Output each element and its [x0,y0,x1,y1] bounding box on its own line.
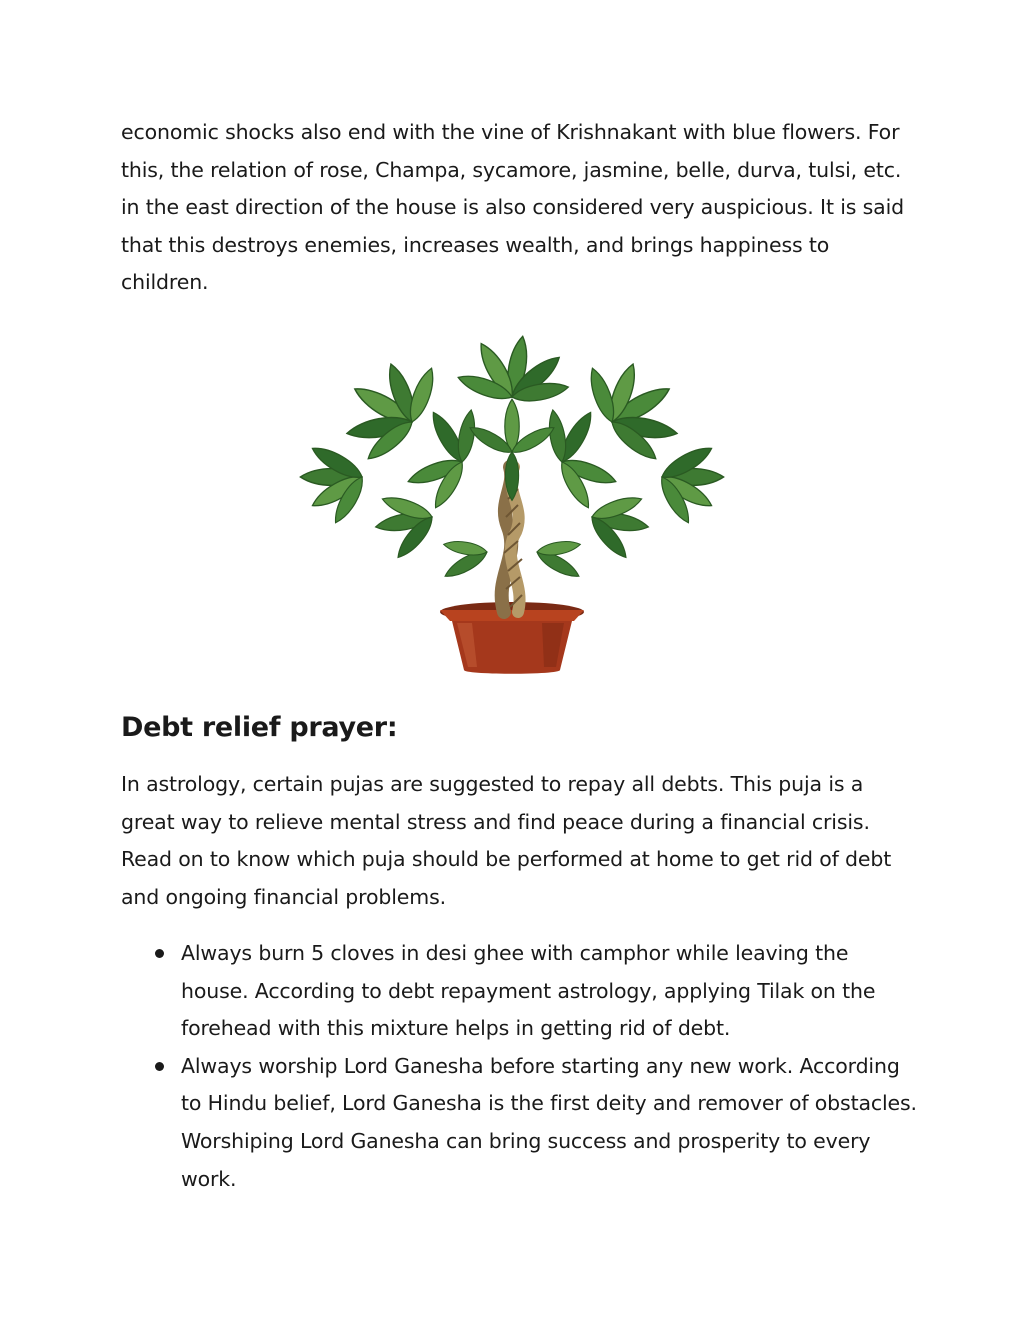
list-item [121,1048,921,1198]
pot-shape [440,602,584,674]
intro-paragraph: economic shocks also end with the vine of Krishnakant with blue flowers. For this, the relation of rose, Champa, sycamore, jasmine, belle, durva, tulsi, etc. in the east direction of the house is also considered very auspicious. It is said that this destroys enemies, increases wealth, and brings happiness to children. [121,120,904,295]
bullet-icon [155,949,164,958]
list-item-text: Always burn 5 cloves in desi ghee with camphor while leaving the house. According to debt repayment astrology, applying Tilak on the forehead with this mixture helps in getting rid of debt. [181,941,876,1041]
list-item-text: Always worship Lord Ganesha before starting any new work. According to Hindu belief, Lord Ganesha is the first deity and remover of obstacles. Worshiping Lord Ganesha can bring success and prosperity to every work. [181,1053,917,1191]
section-heading: Debt relief prayer: [121,712,398,743]
bullet-icon [155,1062,164,1071]
bullet-list [121,935,921,1198]
list-item [121,935,921,1048]
money-plant-icon [272,327,752,689]
section-paragraph: In astrology, certain pujas are suggested to repay all debts. This puja is a great way to relieve mental stress and find peace during a financial crisis. Read on to know which puja should be performed at home to get rid of debt and ongoing financial problems. [121,772,892,909]
